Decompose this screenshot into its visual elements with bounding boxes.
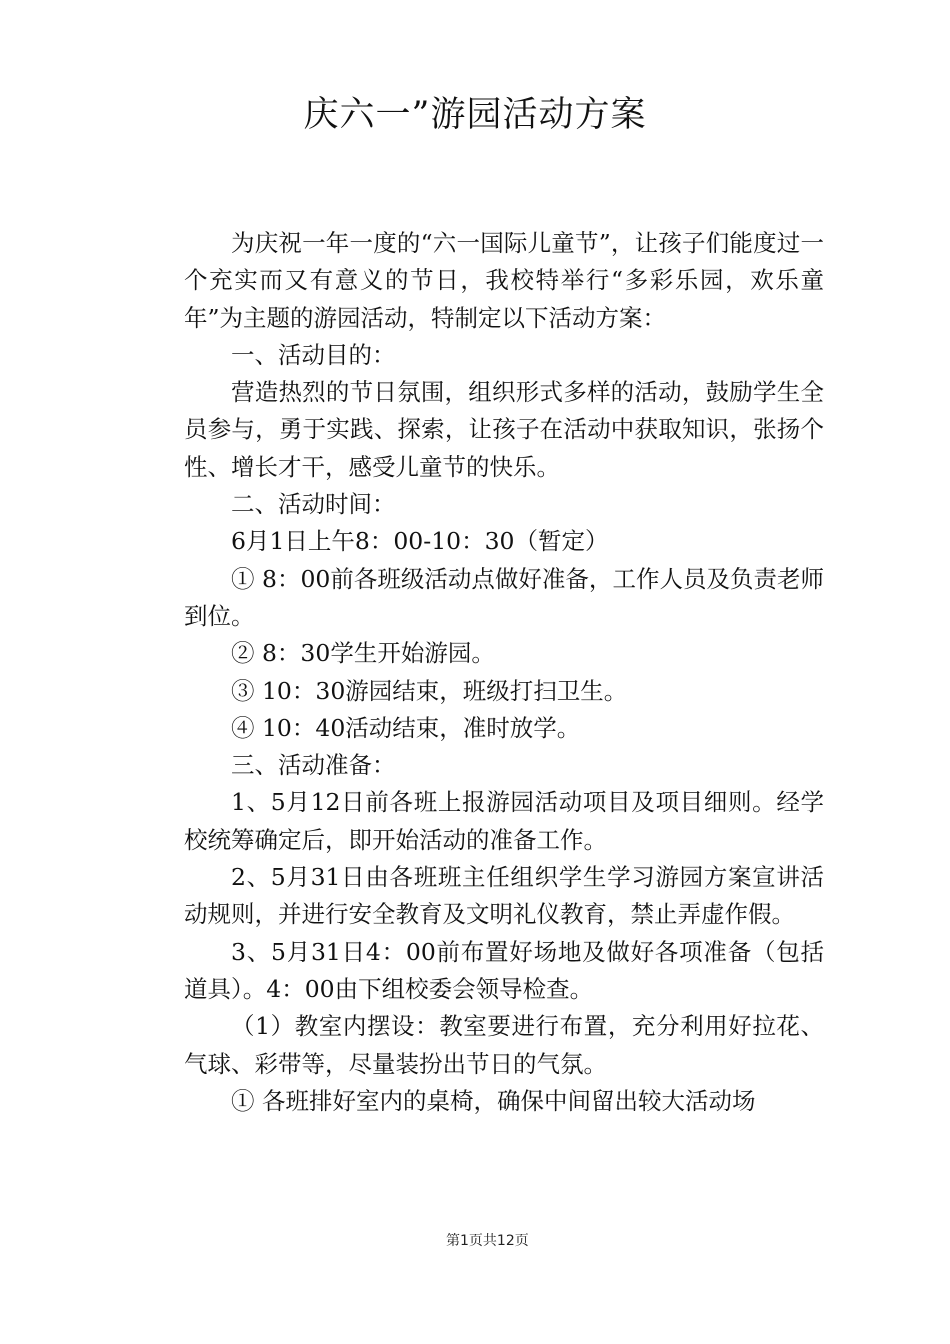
schedule-item: ③ 10：30游园结束，班级打扫卫生。 [231,676,628,705]
section-heading-preparation: 三、活动准备： [231,751,396,780]
page-footer: 第1页共12页 [446,1233,529,1249]
document-title: 庆六一”游园活动方案 [303,95,647,135]
preparation-subitem: ① 各班排好室内的桌椅，确保中间留出较大活动场 [231,1086,756,1115]
schedule-item: ① 8：00前各班级活动点做好准备，工作人员及负责老师到位。 [184,564,824,630]
section-heading-time: 二、活动时间： [231,490,396,519]
preparation-item: 3、5月31日4：00前布置好场地及做好各项准备（包括道具）。4：00由下组校委会领导检查。 [184,937,824,1003]
preparation-item: 1、5月12日前各班上报游园活动项目及项目细则。经学校统筹确定后，即开始活动的准备工作。 [184,788,824,854]
section-heading-purpose: 一、活动目的： [231,340,396,369]
purpose-paragraph: 营造热烈的节日氛围，组织形式多样的活动，鼓励学生全员参与，勇于实践、探索，让孩子在活动中获取知识，张扬个性、增长才干，感受儿童节的快乐。 [184,378,824,481]
intro-paragraph: 为庆祝一年一度的“六一国际儿童节”，让孩子们能度过一个充实而又有意义的节日，我校特举行“多彩乐园，欢乐童年”为主题的游园活动，特制定以下活动方案： [184,229,824,332]
time-paragraph: 6月1日上午8：00-10：30（暂定） [231,527,609,556]
schedule-item: ② 8：30学生开始游园。 [231,639,495,668]
preparation-item: 2、5月31日由各班班主任组织学生学习游园方案宣讲活动规则，并进行安全教育及文明礼仪教育，禁止弄虚作假。 [184,863,824,929]
schedule-item: ④ 10：40活动结束，准时放学。 [231,713,581,742]
document-body [184,225,824,1120]
preparation-subitem: （1）教室内摆设：教室要进行布置，充分利用好拉花、气球、彩带等，尽量装扮出节日的气氛。 [184,1012,824,1078]
